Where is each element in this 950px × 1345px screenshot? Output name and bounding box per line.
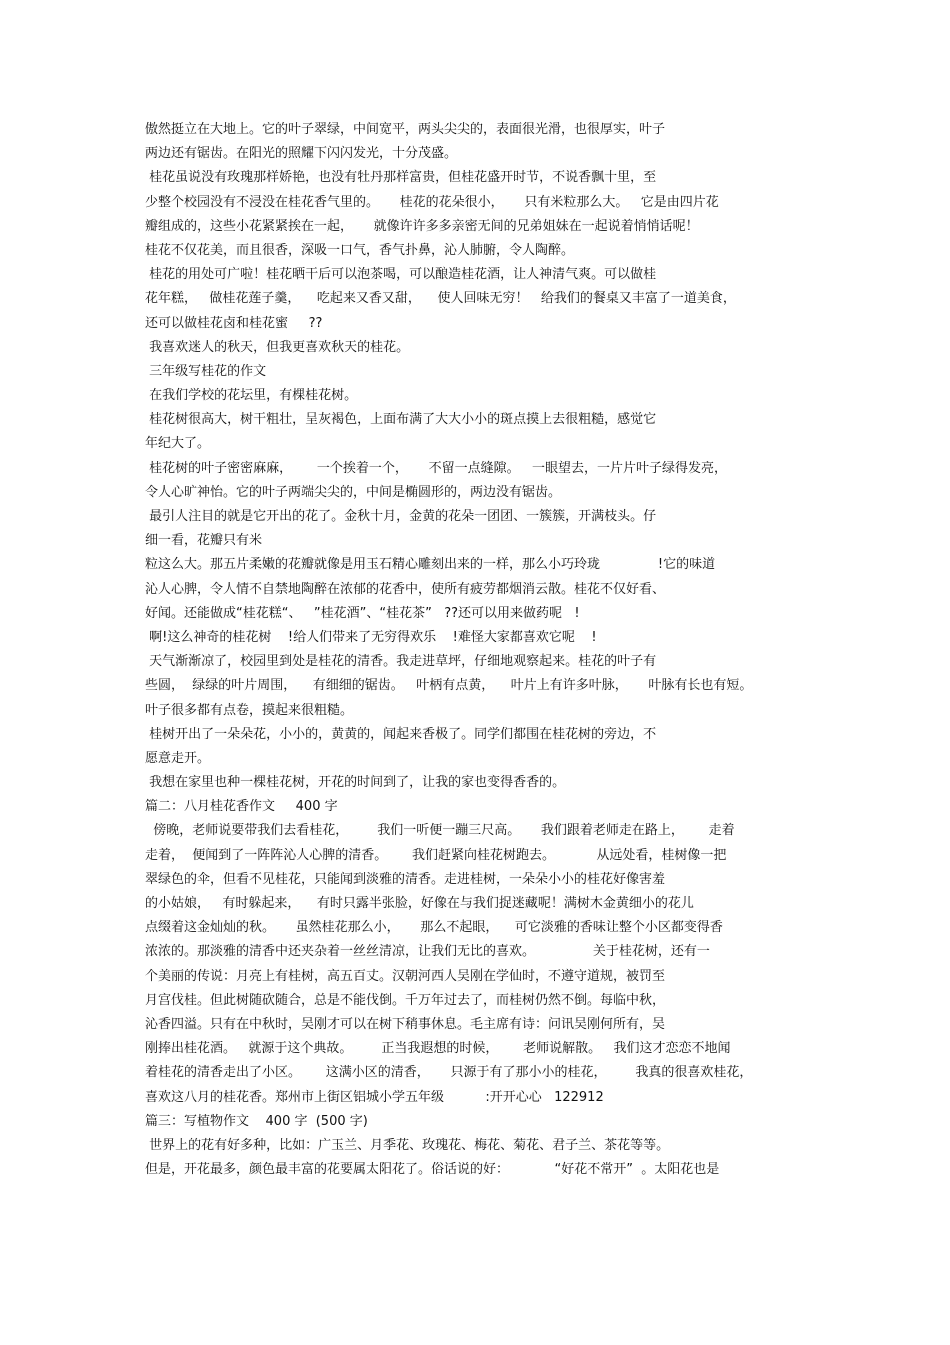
text-line: 翠绿色的伞，但看不见桂花，只能闻到淡雅的清香。走进桂树，一朵朵小小的桂花好像害羞 bbox=[145, 871, 666, 887]
text-line: 令人心旷神怡。它的叶子两端尖尖的，中间是椭圆形的，两边没有锯齿。 bbox=[145, 484, 562, 500]
text-line: 傍晚，老师说要带我们去看桂花， 我们一听便一蹦三尺高。 我们跟着老师走在路上， 走着 bbox=[145, 823, 735, 839]
text-line: 我想在家里也种一棵桂花树，开花的时间到了，让我的家也变得香香的。 bbox=[145, 775, 566, 791]
text-line: 叶子很多都有点卷，摸起来很粗糙。 bbox=[145, 702, 354, 718]
text-line: 桂树开出了一朵朵花，小小的，黄黄的，闻起来香极了。同学们都围在桂花树的旁边，不 bbox=[145, 726, 657, 742]
text-line: 少整个校园没有不浸没在桂花香气里的。 桂花的花朵很小， 只有米粒那么大。 它是由四片花 bbox=[145, 194, 719, 210]
text-line: 刚捧出桂花酒。 就源于这个典故。 正当我遐想的时候， 老师说解散。 我们这才恋恋不地闻 bbox=[145, 1041, 731, 1057]
text-line: 些圆， 绿绿的叶片周围， 有细细的锯齿。 叶柄有点黄， 叶片上有许多叶脉， 叶脉有长也有短。 bbox=[145, 678, 753, 694]
text-line: 我喜欢迷人的秋天，但我更喜欢秋天的桂花。 bbox=[145, 339, 410, 355]
text-line: 好闻。还能做成“桂花糕“、 ”桂花酒”、“桂花茶” ??还可以用来做药呢 ! bbox=[145, 605, 580, 621]
text-line: 傲然挺立在大地上。它的叶子翠绿，中间宽平，两头尖尖的，表面很光滑，也很厚实，叶子 bbox=[145, 122, 666, 137]
text-line: 世界上的花有好多种，比如：广玉兰、月季花、玫瑰花、梅花、菊花、君子兰、茶花等等。 bbox=[145, 1137, 670, 1153]
text-line: 桂花的用处可广啦！桂花晒干后可以泡茶喝，可以酿造桂花酒，让人神清气爽。可以做桂 bbox=[145, 267, 657, 283]
text-line: 在我们学校的花坛里，有棵桂花树。 bbox=[145, 388, 358, 404]
text-line: 篇二：八月桂花香作文 400 字 bbox=[145, 799, 338, 815]
text-line: 喜欢这八月的桂花香。郑州市上街区铝城小学五年级 :开开心心 122912 bbox=[145, 1089, 604, 1105]
text-line: 点缀着这金灿灿的秋。 虽然桂花那么小， 那么不起眼， 可它淡雅的香味让整个小区都变得香 bbox=[145, 920, 723, 936]
text-line: 浓浓的。那淡雅的清香中还夹杂着一丝丝清凉，让我们无比的喜欢。 关于桂花树，还有一 bbox=[145, 944, 710, 960]
text-line: 桂花树的叶子密密麻麻， 一个挨着一个， 不留一点缝隙。 一眼望去，一片片叶子绿得发亮， bbox=[145, 460, 727, 476]
text-line: 个美丽的传说：月亮上有桂树，高五百丈。汉朝河西人吴刚在学仙时，不遵守道规，被罚至 bbox=[145, 968, 666, 984]
text-line: 瓣组成的，这些小花紧紧挨在一起， 就像许许多多亲密无间的兄弟姐妹在一起说着悄悄话呢！ bbox=[145, 218, 699, 234]
text-line: 沁人心脾，令人情不自禁地陶醉在浓郁的花香中，使所有疲劳都烟消云散。桂花不仅好看、 bbox=[145, 581, 666, 597]
text-line: 最引人注目的就是它开出的花了。金秋十月，金黄的花朵一团团、一簇簇，开满枝头。仔 bbox=[145, 509, 657, 524]
text-line: 天气渐渐凉了，校园里到处是桂花的清香。我走进草坪，仔细地观察起来。桂花的叶子有 bbox=[145, 654, 657, 670]
text-line: 篇三：写植物作文 400 字 (500 字) bbox=[145, 1113, 368, 1129]
text-line: 但是，开花最多，颜色最丰富的花要属太阳花了。俗话说的好： “好花不常开” 。太阳花也是 bbox=[145, 1162, 720, 1178]
text-line: 三年级写桂花的作文 bbox=[145, 363, 267, 379]
text-line: 啊!这么神奇的桂花树 !给人们带来了无穷得欢乐 !难怪大家都喜欢它呢 ! bbox=[145, 629, 597, 645]
text-line: 桂花虽说没有玫瑰那样娇艳，也没有牡丹那样富贵，但桂花盛开时节，不说香飘十里，至 bbox=[145, 170, 657, 186]
text-line: 桂花不仅花美，而且很香，深吸一口气，香气扑鼻，沁人肺腑，令人陶醉。 bbox=[145, 242, 575, 258]
text-line: 年纪大了。 bbox=[145, 436, 211, 452]
text-line: 沁香四溢。只有在中秋时，吴刚才可以在树下稍事休息。毛主席有诗：问讯吴刚何所有，吴 bbox=[145, 1016, 666, 1032]
text-line: 桂花树很高大，树干粗壮，呈灰褐色，上面布满了大大小小的斑点摸上去很粗糙，感觉它 bbox=[145, 412, 657, 428]
text-line: 细一看，花瓣只有米 bbox=[145, 533, 263, 549]
text-line: 着桂花的清香走出了小区。 这满小区的清香， 只源于有了那小小的桂花， 我真的很喜欢桂花， bbox=[145, 1065, 753, 1081]
text-line: 月宫伐桂。但此树随砍随合，总是不能伐倒。千万年过去了，而桂树仍然不倒。每临中秋， bbox=[145, 992, 666, 1008]
text-line: 的小姑娘， 有时躲起来， 有时只露半张脸，好像在与我们捉迷藏呢！满树木金黄细小的花儿 bbox=[145, 896, 694, 911]
text-line: 愿意走开。 bbox=[145, 750, 211, 766]
text-line: 花年糕， 做桂花莲子羹， 吃起来又香又甜， 使人回味无穷！ 给我们的餐桌又丰富了一道美食， bbox=[145, 291, 736, 307]
text-line: 粒这么大。那五片柔嫩的花瓣就像是用玉石精心雕刻出来的一样，那么小巧玲珑 !它的味道 bbox=[145, 557, 716, 573]
text-line: 两边还有锯齿。在阳光的照耀下闪闪发光，十分茂盛。 bbox=[145, 146, 458, 162]
text-line: 还可以做桂花卤和桂花蜜 ?? bbox=[145, 315, 323, 331]
text-line: 走着， 便闻到了一阵阵沁人心脾的清香。 我们赶紧向桂花树跑去。 从远处看，桂树像一把 bbox=[145, 847, 727, 863]
document-body bbox=[145, 118, 815, 1182]
